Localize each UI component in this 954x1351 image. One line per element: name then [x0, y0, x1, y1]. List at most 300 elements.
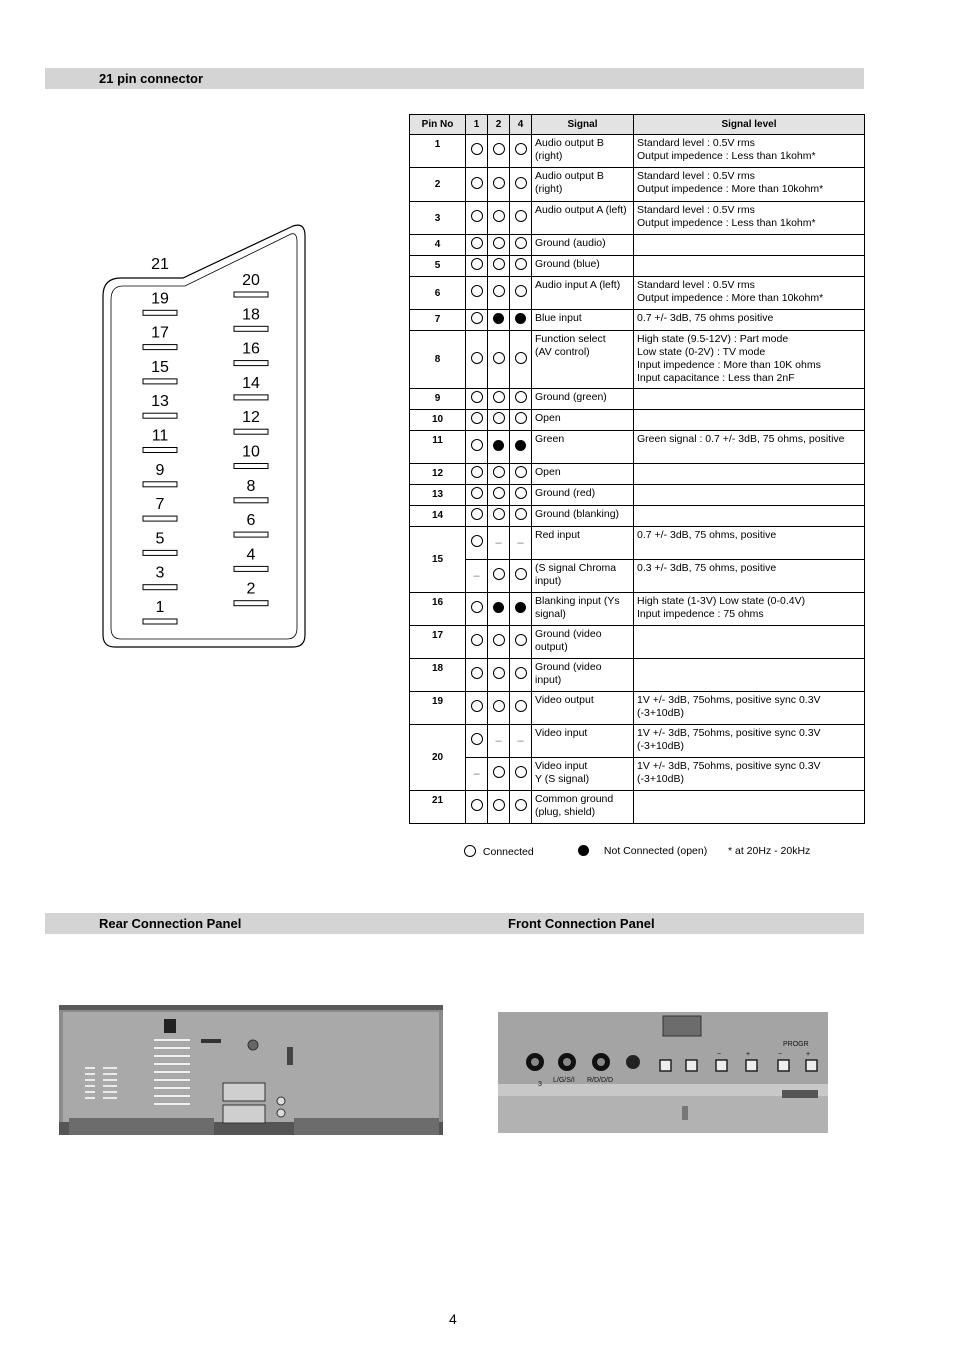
- connection-cell: [510, 310, 532, 331]
- signal-level-cell: Standard level : 0.5V rms Output impedence : More than 10kohm*: [634, 168, 865, 202]
- front-label-plus2: +: [806, 1051, 811, 1058]
- connected-circle-icon: [493, 667, 505, 679]
- connected-circle-icon: [493, 568, 505, 580]
- connected-circle-icon: [493, 634, 505, 646]
- table-row: [410, 560, 865, 593]
- not-connected-circle-icon: [493, 313, 504, 324]
- connected-circle-icon: [471, 466, 483, 478]
- pin-label-left: 7: [155, 496, 165, 514]
- pin-label-left: 17: [151, 324, 169, 342]
- connection-cell: [466, 506, 488, 527]
- signal-cell: (S signal Chroma input): [532, 560, 634, 593]
- pin-number: 9: [410, 389, 466, 410]
- connection-cell: [488, 135, 510, 168]
- not-applicable-dash-icon: –: [473, 569, 480, 582]
- connected-circle-icon: [471, 412, 483, 424]
- table-row: [410, 431, 865, 464]
- pin-number: 17: [410, 626, 466, 659]
- signal-level-cell: 1V +/- 3dB, 75ohms, positive sync 0.3V (-3+10dB): [634, 758, 865, 791]
- signal-cell: Blue input: [532, 310, 634, 331]
- connected-circle-icon: [471, 439, 483, 451]
- pin-contact-left: [143, 345, 177, 350]
- connected-circle-icon: [493, 285, 505, 297]
- front-label-jack3: R/D/D/D: [587, 1077, 614, 1084]
- connection-cell: [466, 485, 488, 506]
- connection-cell: [510, 692, 532, 725]
- connected-circle-icon: [493, 508, 505, 520]
- connected-circle-icon: [471, 799, 483, 811]
- connected-circle-icon: [493, 177, 505, 189]
- signal-level-cell: Standard level : 0.5V rms Output impedence : Less than 1kohm*: [634, 135, 865, 168]
- front-label-minus1: −: [717, 1051, 722, 1058]
- signal-level-cell: Standard level : 0.5V rms Output impedence : Less than 1kohm*: [634, 202, 865, 235]
- table-row: [410, 202, 865, 235]
- connected-circle-icon: [515, 412, 527, 424]
- connection-cell: [466, 431, 488, 464]
- connection-cell: [488, 256, 510, 277]
- pin-contact-right: [234, 429, 268, 434]
- connected-circle-icon: [493, 258, 505, 270]
- connection-cell: [466, 464, 488, 485]
- pin-number: 1: [410, 135, 466, 168]
- pin-number: 16: [410, 593, 466, 626]
- connection-cell: [488, 527, 510, 560]
- pin-contact-left: [143, 413, 177, 418]
- connection-cell: [488, 410, 510, 431]
- section-title-connector: 21 pin connector: [99, 71, 204, 86]
- pin-label-left: 15: [151, 358, 169, 376]
- section-bar-connector: [45, 68, 864, 89]
- signal-cell: Audio output B (right): [532, 168, 634, 202]
- pin-label-right: 16: [242, 340, 260, 358]
- headphone-jack: [626, 1055, 640, 1069]
- header-signal-level: Signal level: [634, 115, 865, 135]
- pin-label-left: 9: [155, 461, 165, 479]
- signal-cell: Video input: [532, 725, 634, 758]
- not-connected-circle-icon: [493, 440, 504, 451]
- connection-cell: [488, 791, 510, 824]
- connected-circle-icon: [471, 733, 483, 745]
- connection-cell: [466, 331, 488, 389]
- connected-circle-icon: [471, 143, 483, 155]
- connection-cell: [510, 485, 532, 506]
- connected-circle-icon: [515, 700, 527, 712]
- legend-not-connected: [578, 845, 707, 857]
- connection-cell: [488, 593, 510, 626]
- pin-contact-left: [143, 585, 177, 590]
- pin-number: 21: [410, 791, 466, 824]
- pin-number: 10: [410, 410, 466, 431]
- signal-level-cell: [634, 256, 865, 277]
- connection-cell: [466, 135, 488, 168]
- connected-circle-icon: [493, 412, 505, 424]
- connection-cell: [488, 506, 510, 527]
- connected-circle-icon: [471, 535, 483, 547]
- not-applicable-dash-icon: –: [517, 734, 524, 747]
- legend-note: * at 20Hz - 20kHz: [728, 845, 811, 857]
- signal-level-cell: 0.7 +/- 3dB, 75 ohms, positive: [634, 527, 865, 560]
- signal-cell: Blanking input (Ys signal): [532, 593, 634, 626]
- connected-circle-icon: [515, 568, 527, 580]
- table-row: [410, 135, 865, 168]
- connection-cell: [510, 464, 532, 485]
- table-row: [410, 758, 865, 791]
- connection-cell: [510, 791, 532, 824]
- pin-number: 14: [410, 506, 466, 527]
- pin-label-right: 2: [246, 580, 256, 598]
- table-row: [410, 527, 865, 560]
- connected-circle-icon: [471, 700, 483, 712]
- not-connected-circle-icon: [493, 602, 504, 613]
- connection-cell: [488, 389, 510, 410]
- pin-number: 18: [410, 659, 466, 692]
- connected-circle-icon: [471, 210, 483, 222]
- pin-number: 20: [410, 725, 466, 791]
- header-col-1: 1: [466, 115, 488, 135]
- table-row: [410, 791, 865, 824]
- signal-cell: Audio output B (right): [532, 135, 634, 168]
- page-number: 4: [449, 1311, 457, 1327]
- connected-circle-icon: [471, 285, 483, 297]
- signal-cell: Green: [532, 431, 634, 464]
- signal-level-cell: [634, 235, 865, 256]
- pin-number: 2: [410, 168, 466, 202]
- connected-circle-icon: [515, 667, 527, 679]
- connected-circle-icon: [515, 508, 527, 520]
- rear-panel-photo: [59, 1005, 443, 1135]
- legend-not-connected-label: Not Connected (open): [603, 845, 708, 857]
- connected-circle-icon: [515, 285, 527, 297]
- table-row: [410, 389, 865, 410]
- signal-level-cell: Green signal : 0.7 +/- 3dB, 75 ohms, positive: [634, 431, 865, 464]
- connection-cell: [510, 135, 532, 168]
- signal-cell: Red input: [532, 527, 634, 560]
- signal-cell: Open: [532, 464, 634, 485]
- pin-number: 5: [410, 256, 466, 277]
- signal-level-cell: [634, 485, 865, 506]
- connection-cell: [510, 506, 532, 527]
- pin-contact-left: [143, 310, 177, 315]
- connected-circle-icon: [515, 258, 527, 270]
- connector-outline-inner: [111, 234, 297, 639]
- connection-cell: [466, 235, 488, 256]
- signal-cell: Ground (blue): [532, 256, 634, 277]
- pin-number: 15: [410, 527, 466, 593]
- connected-circle-icon: [515, 237, 527, 249]
- pin-number: 13: [410, 485, 466, 506]
- connected-circle-icon: [471, 237, 483, 249]
- pin-contact-right: [234, 361, 268, 366]
- connection-cell: [466, 758, 488, 791]
- connection-cell: [510, 410, 532, 431]
- pin-label-left: 19: [151, 290, 169, 308]
- table-row: [410, 256, 865, 277]
- connected-circle-icon: [493, 799, 505, 811]
- signal-cell: Audio output A (left): [532, 202, 634, 235]
- connection-cell: [466, 410, 488, 431]
- connection-cell: [466, 527, 488, 560]
- pin-label-right: 14: [242, 374, 260, 392]
- pin-contact-right: [234, 601, 268, 606]
- connection-cell: [510, 659, 532, 692]
- pin-number: 11: [410, 431, 466, 464]
- connection-cell: [510, 168, 532, 202]
- signal-level-cell: 0.7 +/- 3dB, 75 ohms positive: [634, 310, 865, 331]
- signal-level-cell: High state (9.5-12V) : Part mode Low state (0-2V) : TV mode Input impedence : More than 10K ohms Input capacitance : Less than 2nF: [634, 331, 865, 389]
- connected-circle-icon: [471, 508, 483, 520]
- front-label-progr: PROGR: [783, 1041, 809, 1048]
- connection-cell: [510, 277, 532, 310]
- signal-cell: Common ground (plug, shield): [532, 791, 634, 824]
- connection-cell: [488, 485, 510, 506]
- pin-contact-left: [143, 550, 177, 555]
- pin-label-left: 21: [151, 256, 169, 273]
- table-row: [410, 277, 865, 310]
- pin-contact-right: [234, 498, 268, 503]
- header-col-4: 4: [510, 115, 532, 135]
- connection-cell: [466, 202, 488, 235]
- front-label-jack1: 3: [538, 1081, 542, 1088]
- signal-level-cell: [634, 389, 865, 410]
- signal-level-cell: 0.3 +/- 3dB, 75 ohms, positive: [634, 560, 865, 593]
- signal-cell: Audio input A (left): [532, 277, 634, 310]
- pin-contact-right: [234, 326, 268, 331]
- pin-label-right: 10: [242, 443, 260, 461]
- section-title-front: Front Connection Panel: [508, 916, 655, 931]
- connected-circle-icon: [515, 799, 527, 811]
- connection-cell: [488, 725, 510, 758]
- connection-cell: [466, 626, 488, 659]
- signal-level-cell: [634, 659, 865, 692]
- connected-circle-icon: [493, 210, 505, 222]
- pin-contact-right: [234, 532, 268, 537]
- pin-label-left: 1: [155, 599, 165, 616]
- table-header-row: [410, 115, 865, 135]
- connection-cell: [488, 692, 510, 725]
- pin-number: 12: [410, 464, 466, 485]
- connection-cell: [466, 310, 488, 331]
- pin-label-left: 11: [151, 427, 169, 445]
- pin-number: 7: [410, 310, 466, 331]
- connection-cell: [510, 626, 532, 659]
- not-connected-circle-icon: [515, 602, 526, 613]
- connected-circle-icon: [493, 487, 505, 499]
- connection-cell: [488, 168, 510, 202]
- connected-circle-icon: [493, 766, 505, 778]
- connected-circle-icon: [471, 352, 483, 364]
- connection-cell: [466, 692, 488, 725]
- connected-circle-icon: [493, 143, 505, 155]
- connection-cell: [466, 593, 488, 626]
- not-applicable-dash-icon: –: [495, 536, 502, 549]
- pin-label-right: 4: [246, 546, 256, 564]
- connected-circle-icon: [493, 391, 505, 403]
- table-row: [410, 464, 865, 485]
- section-title-rear: Rear Connection Panel: [99, 916, 242, 931]
- legend-connected: [464, 845, 534, 858]
- connection-cell: [510, 560, 532, 593]
- header-pin-no: Pin No: [410, 115, 466, 135]
- filled-circle-icon: [578, 845, 589, 856]
- connected-circle-icon: [515, 766, 527, 778]
- connected-circle-icon: [515, 634, 527, 646]
- connected-circle-icon: [493, 352, 505, 364]
- connected-circle-icon: [471, 391, 483, 403]
- front-label-jack2: L/G/S/I: [553, 1077, 575, 1084]
- connection-cell: [510, 527, 532, 560]
- connection-cell: [488, 758, 510, 791]
- legend-connected-label: Connected: [482, 846, 534, 858]
- signal-cell: Ground (red): [532, 485, 634, 506]
- connection-cell: [466, 389, 488, 410]
- connected-circle-icon: [471, 312, 483, 324]
- table-row: [410, 410, 865, 431]
- table-row: [410, 485, 865, 506]
- scart-connector-diagram: [95, 220, 315, 655]
- signal-cell: Ground (video input): [532, 659, 634, 692]
- connected-circle-icon: [471, 667, 483, 679]
- connection-cell: [510, 758, 532, 791]
- pin-label-left: 3: [155, 564, 165, 582]
- signal-level-cell: Standard level : 0.5V rms Output impedence : More than 10kohm*: [634, 277, 865, 310]
- pin-number: 8: [410, 331, 466, 389]
- connection-cell: [488, 235, 510, 256]
- table-row: [410, 168, 865, 202]
- pin-contact-left: [143, 448, 177, 453]
- connection-cell: [466, 725, 488, 758]
- connected-circle-icon: [471, 601, 483, 613]
- connection-cell: [510, 593, 532, 626]
- pin-contact-right: [234, 566, 268, 571]
- pin-label-right: 6: [246, 512, 256, 530]
- connected-circle-icon: [493, 466, 505, 478]
- signal-cell: Open: [532, 410, 634, 431]
- connection-cell: [510, 431, 532, 464]
- connection-cell: [466, 560, 488, 593]
- table-row: [410, 506, 865, 527]
- connection-cell: [510, 389, 532, 410]
- signal-cell: Ground (green): [532, 389, 634, 410]
- signal-level-cell: 1V +/- 3dB, 75ohms, positive sync 0.3V (-3+10dB): [634, 725, 865, 758]
- pin-number: 6: [410, 277, 466, 310]
- connected-circle-icon: [471, 258, 483, 270]
- header-col-2: 2: [488, 115, 510, 135]
- connection-cell: [466, 256, 488, 277]
- front-panel-photo: [498, 1012, 828, 1133]
- table-row: [410, 659, 865, 692]
- connected-circle-icon: [471, 487, 483, 499]
- connected-circle-icon: [515, 210, 527, 222]
- connected-circle-icon: [471, 177, 483, 189]
- connected-circle-icon: [493, 237, 505, 249]
- signal-cell: Ground (video output): [532, 626, 634, 659]
- pin-contact-right: [234, 292, 268, 297]
- connection-cell: [510, 202, 532, 235]
- pin-label-left: 5: [155, 530, 165, 548]
- connected-circle-icon: [493, 700, 505, 712]
- signal-level-cell: [634, 506, 865, 527]
- signal-level-cell: [634, 791, 865, 824]
- signal-cell: Ground (audio): [532, 235, 634, 256]
- pin-number: 19: [410, 692, 466, 725]
- table-row: [410, 626, 865, 659]
- table-row: [410, 725, 865, 758]
- connection-cell: [488, 431, 510, 464]
- connection-cell: [488, 310, 510, 331]
- connection-cell: [488, 464, 510, 485]
- connection-cell: [488, 277, 510, 310]
- connection-cell: [466, 168, 488, 202]
- not-applicable-dash-icon: –: [517, 536, 524, 549]
- connection-cell: [466, 791, 488, 824]
- connected-circle-icon: [515, 177, 527, 189]
- pin-label-right: 20: [242, 272, 260, 289]
- connection-cell: [510, 235, 532, 256]
- connection-cell: [510, 331, 532, 389]
- connector-outline-outer: [103, 225, 305, 647]
- connected-circle-icon: [515, 391, 527, 403]
- front-label-plus1: +: [746, 1051, 751, 1058]
- signal-level-cell: [634, 464, 865, 485]
- table-row: [410, 310, 865, 331]
- pin-label-right: 18: [242, 306, 260, 324]
- pin-contact-left: [143, 619, 177, 624]
- signal-cell: Video input Y (S signal): [532, 758, 634, 791]
- not-applicable-dash-icon: –: [495, 734, 502, 747]
- pin-contact-right: [234, 464, 268, 469]
- signal-level-cell: [634, 410, 865, 431]
- pin-contact-right: [234, 395, 268, 400]
- table-row: [410, 235, 865, 256]
- not-connected-circle-icon: [515, 313, 526, 324]
- open-circle-icon: [464, 845, 476, 857]
- connection-cell: [510, 725, 532, 758]
- pin-number: 3: [410, 202, 466, 235]
- connected-circle-icon: [515, 143, 527, 155]
- pin-contact-left: [143, 516, 177, 521]
- connected-circle-icon: [471, 634, 483, 646]
- connection-cell: [466, 277, 488, 310]
- connection-cell: [488, 626, 510, 659]
- connection-cell: [510, 256, 532, 277]
- connected-circle-icon: [515, 352, 527, 364]
- signal-level-cell: 1V +/- 3dB, 75ohms, positive sync 0.3V (-3+10dB): [634, 692, 865, 725]
- pin-contact-left: [143, 379, 177, 384]
- table-row: [410, 593, 865, 626]
- not-applicable-dash-icon: –: [473, 767, 480, 780]
- connection-cell: [488, 659, 510, 692]
- connection-cell: [466, 659, 488, 692]
- pin-label-right: 12: [242, 409, 260, 427]
- connection-cell: [488, 331, 510, 389]
- connected-circle-icon: [515, 487, 527, 499]
- section-bar-panels: [45, 913, 864, 934]
- connection-cell: [488, 560, 510, 593]
- signal-level-cell: [634, 626, 865, 659]
- connected-circle-icon: [515, 466, 527, 478]
- pin-label-left: 13: [151, 393, 169, 411]
- pin-contact-left: [143, 482, 177, 487]
- signal-cell: Ground (blanking): [532, 506, 634, 527]
- table-row: [410, 692, 865, 725]
- front-label-minus2: −: [778, 1051, 783, 1058]
- connection-cell: [488, 202, 510, 235]
- signal-level-cell: High state (1-3V) Low state (0-0.4V) Input impedence : 75 ohms: [634, 593, 865, 626]
- pin-label-right: 8: [246, 477, 256, 495]
- pin-group: [143, 256, 268, 624]
- pin-table: [409, 114, 865, 824]
- signal-cell: Video output: [532, 692, 634, 725]
